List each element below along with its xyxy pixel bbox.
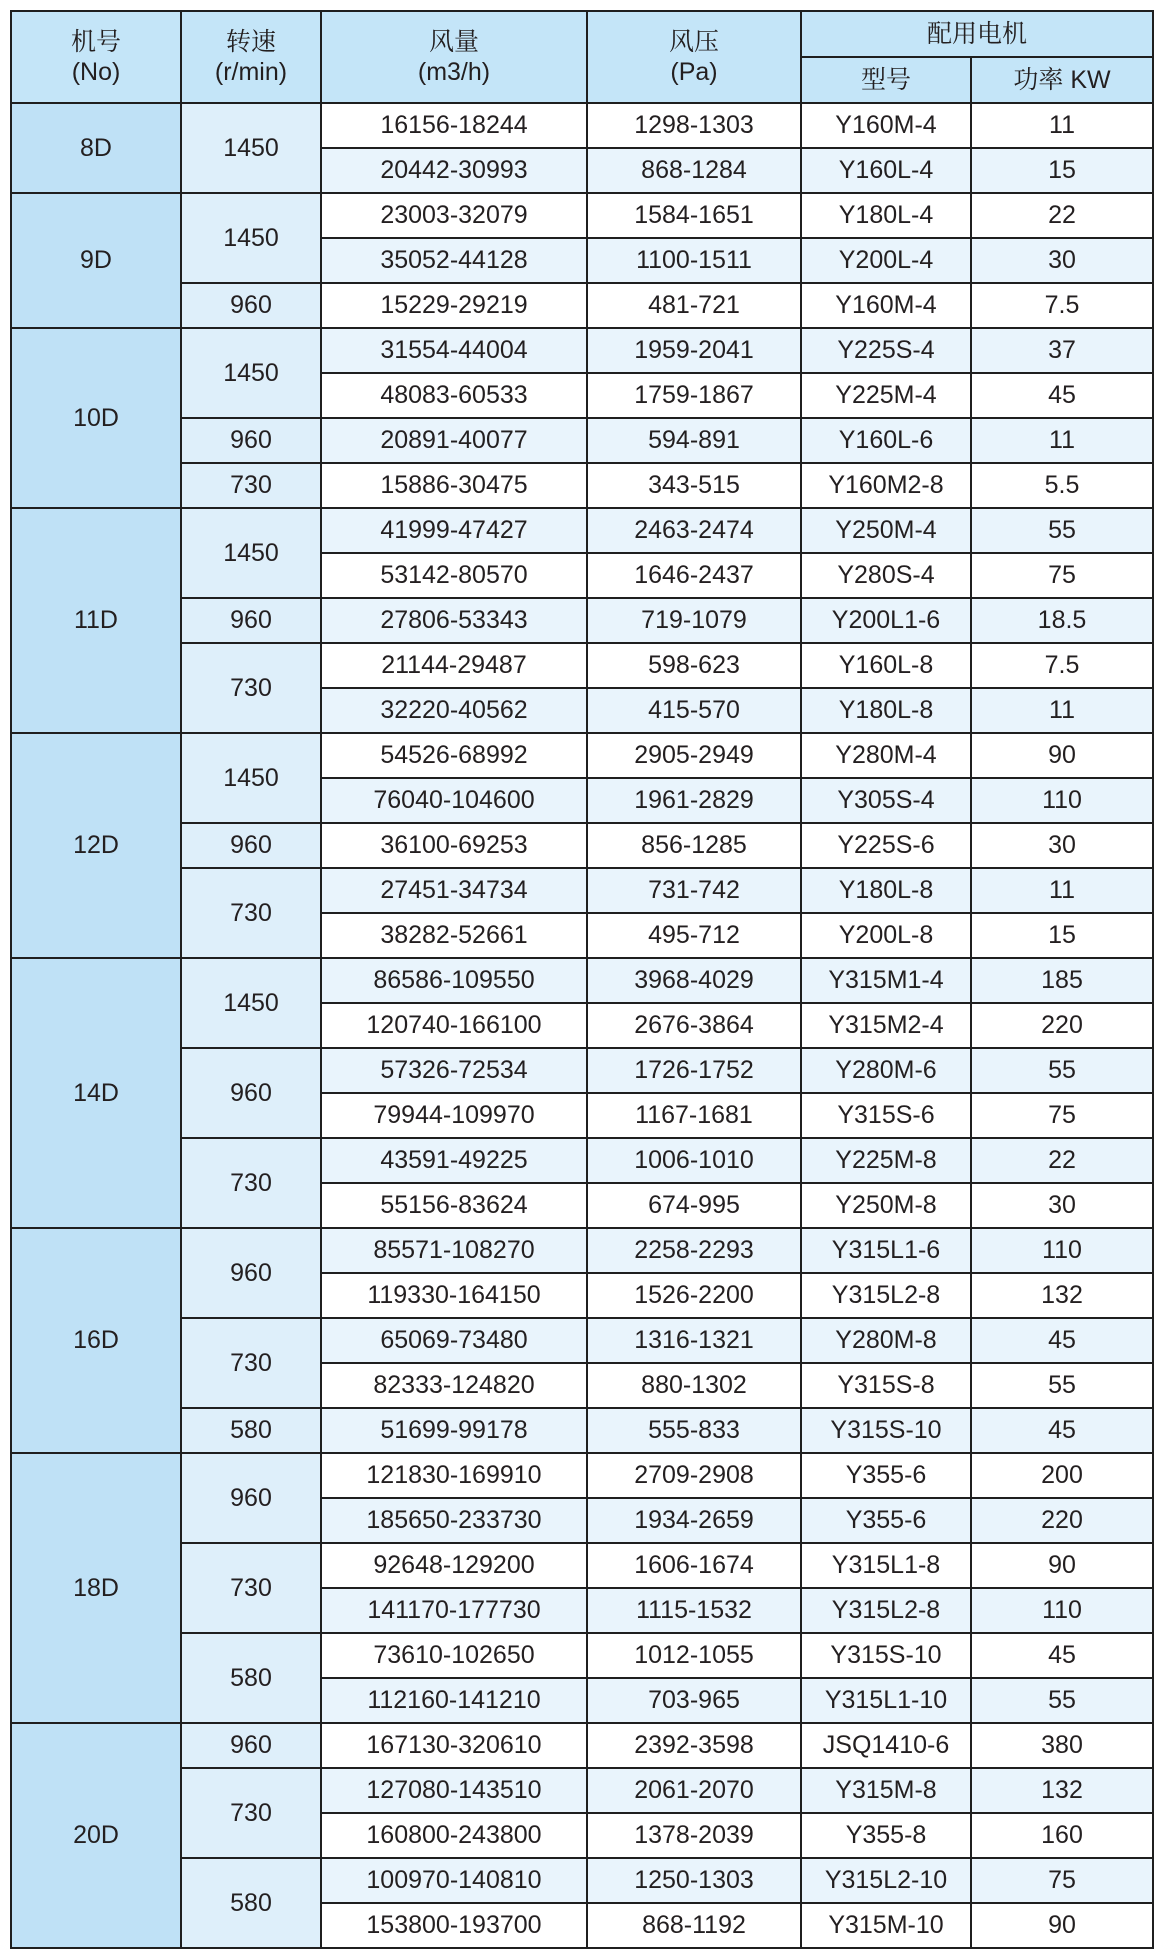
- motor-power-cell: 185: [971, 958, 1153, 1003]
- flow-cell: 86586-109550: [321, 958, 587, 1003]
- table-row: [11, 1048, 1153, 1093]
- speed-cell: 960: [181, 1453, 321, 1543]
- motor-type-cell: Y180L-8: [801, 868, 971, 913]
- flow-cell: 65069-73480: [321, 1318, 587, 1363]
- motor-type-cell: Y160M2-8: [801, 463, 971, 508]
- motor-power-cell: 75: [971, 553, 1153, 598]
- flow-cell: 119330-164150: [321, 1273, 587, 1318]
- table-row: [11, 328, 1153, 373]
- motor-power-cell: 7.5: [971, 283, 1153, 328]
- motor-power-cell: 45: [971, 1408, 1153, 1453]
- motor-type-cell: Y315M1-4: [801, 958, 971, 1003]
- pressure-cell: 1115-1532: [587, 1588, 801, 1633]
- model-cell: 8D: [11, 103, 181, 193]
- motor-power-cell: 75: [971, 1093, 1153, 1138]
- motor-power-cell: 75: [971, 1858, 1153, 1903]
- flow-cell: 73610-102650: [321, 1633, 587, 1678]
- table-row: [11, 1453, 1153, 1498]
- pressure-cell: 415-570: [587, 688, 801, 733]
- table-row: [11, 823, 1153, 868]
- motor-power-cell: 30: [971, 238, 1153, 283]
- model-cell: 18D: [11, 1453, 181, 1723]
- speed-cell: 1450: [181, 958, 321, 1048]
- motor-type-cell: Y200L1-6: [801, 598, 971, 643]
- table-row: [11, 1408, 1153, 1453]
- model-cell: 12D: [11, 733, 181, 958]
- motor-type-cell: Y315M-8: [801, 1768, 971, 1813]
- pressure-column-header: [587, 11, 801, 103]
- flow-cell: 121830-169910: [321, 1453, 587, 1498]
- table-row: [11, 643, 1153, 688]
- motor-power-cell: 22: [971, 1138, 1153, 1183]
- table-row: [11, 598, 1153, 643]
- pressure-cell: 856-1285: [587, 823, 801, 868]
- flow-cell: 21144-29487: [321, 643, 587, 688]
- flow-cell: 120740-166100: [321, 1003, 587, 1048]
- motor-type-cell: Y160M-4: [801, 103, 971, 148]
- pressure-cell: 719-1079: [587, 598, 801, 643]
- flow-cell: 100970-140810: [321, 1858, 587, 1903]
- motor-power-cell: 220: [971, 1003, 1153, 1048]
- flow-cell: 54526-68992: [321, 733, 587, 778]
- pressure-cell: 1961-2829: [587, 778, 801, 823]
- flow-cell: 55156-83624: [321, 1183, 587, 1228]
- motor-type-cell: Y315L1-6: [801, 1228, 971, 1273]
- model-cell: 20D: [11, 1723, 181, 1948]
- table-row: [11, 193, 1153, 238]
- speed-cell: 960: [181, 1048, 321, 1138]
- motor-power-cell: 55: [971, 1048, 1153, 1093]
- motor-type-cell: Y315L2-8: [801, 1588, 971, 1633]
- pressure-cell: 1012-1055: [587, 1633, 801, 1678]
- pressure-cell: 1250-1303: [587, 1858, 801, 1903]
- pressure-cell: 1316-1321: [587, 1318, 801, 1363]
- flow-cell: 15886-30475: [321, 463, 587, 508]
- motor-power-cell: 45: [971, 373, 1153, 418]
- motor-type-cell: Y225M-4: [801, 373, 971, 418]
- motor-power-cell: 55: [971, 508, 1153, 553]
- motor-type-cell: JSQ1410-6: [801, 1723, 971, 1768]
- flow-cell: 153800-193700: [321, 1903, 587, 1948]
- table-row: [11, 1543, 1153, 1588]
- pressure-cell: 1959-2041: [587, 328, 801, 373]
- speed-cell: 730: [181, 1768, 321, 1858]
- speed-cell: 960: [181, 598, 321, 643]
- flow-label: 风量: [428, 28, 479, 56]
- motor-type-cell: Y280S-4: [801, 553, 971, 598]
- flow-cell: 57326-72534: [321, 1048, 587, 1093]
- table-row: [11, 1138, 1153, 1183]
- motor-type-cell: Y200L-8: [801, 913, 971, 958]
- table-row: [11, 1318, 1153, 1363]
- pressure-cell: 1934-2659: [587, 1498, 801, 1543]
- table-row: [11, 463, 1153, 508]
- motor-type-cell: Y305S-4: [801, 778, 971, 823]
- table-row: [11, 103, 1153, 148]
- flow-cell: 41999-47427: [321, 508, 587, 553]
- motor-power-cell: 220: [971, 1498, 1153, 1543]
- speed-cell: 730: [181, 463, 321, 508]
- motor-power-cell: 18.5: [971, 598, 1153, 643]
- speed-cell: 730: [181, 868, 321, 958]
- table-header: [11, 11, 1153, 103]
- table-row: [11, 508, 1153, 553]
- flow-cell: 20891-40077: [321, 418, 587, 463]
- speed-cell: 1450: [181, 103, 321, 193]
- motor-type-cell: Y200L-4: [801, 238, 971, 283]
- motor-type-cell: Y280M-4: [801, 733, 971, 778]
- speed-column-header: [181, 11, 321, 103]
- motor-type-cell: Y225M-8: [801, 1138, 971, 1183]
- flow-cell: 38282-52661: [321, 913, 587, 958]
- speed-cell: 1450: [181, 193, 321, 283]
- motor-power-cell: 55: [971, 1678, 1153, 1723]
- flow-cell: 32220-40562: [321, 688, 587, 733]
- motor-type-cell: Y315S-10: [801, 1633, 971, 1678]
- motor-type-cell: Y160L-6: [801, 418, 971, 463]
- speed-cell: 580: [181, 1858, 321, 1948]
- motor-power-cell: 11: [971, 688, 1153, 733]
- speed-cell: 580: [181, 1633, 321, 1723]
- pressure-cell: 598-623: [587, 643, 801, 688]
- motor-type-cell: Y355-6: [801, 1453, 971, 1498]
- motor-type-cell: Y225S-4: [801, 328, 971, 373]
- motor-power-cell: 37: [971, 328, 1153, 373]
- motor-type-cell: Y160M-4: [801, 283, 971, 328]
- speed-label: 转速: [225, 28, 276, 56]
- motor-power-cell: 380: [971, 1723, 1153, 1768]
- pressure-cell: 2676-3864: [587, 1003, 801, 1048]
- table-row: [11, 1633, 1153, 1678]
- pressure-cell: 880-1302: [587, 1363, 801, 1408]
- motor-power-header: 功率 KW: [971, 57, 1153, 103]
- motor-power-cell: 15: [971, 148, 1153, 193]
- flow-cell: 127080-143510: [321, 1768, 587, 1813]
- flow-cell: 76040-104600: [321, 778, 587, 823]
- speed-cell: 960: [181, 1228, 321, 1318]
- model-cell: 14D: [11, 958, 181, 1228]
- motor-power-cell: 132: [971, 1768, 1153, 1813]
- motor-type-cell: Y315M-10: [801, 1903, 971, 1948]
- motor-power-cell: 200: [971, 1453, 1153, 1498]
- motor-power-cell: 45: [971, 1633, 1153, 1678]
- flow-cell: 85571-108270: [321, 1228, 587, 1273]
- motor-power-cell: 11: [971, 418, 1153, 463]
- pressure-cell: 868-1192: [587, 1903, 801, 1948]
- motor-power-cell: 45: [971, 1318, 1153, 1363]
- motor-type-cell: Y315L1-10: [801, 1678, 971, 1723]
- pressure-cell: 343-515: [587, 463, 801, 508]
- speed-unit: (r/min): [214, 58, 288, 86]
- motor-type-cell: Y315M2-4: [801, 1003, 971, 1048]
- pressure-cell: 868-1284: [587, 148, 801, 193]
- motor-type-cell: Y355-8: [801, 1813, 971, 1858]
- speed-cell: 960: [181, 1723, 321, 1768]
- speed-cell: 730: [181, 1543, 321, 1633]
- motor-type-cell: Y250M-4: [801, 508, 971, 553]
- motor-power-cell: 132: [971, 1273, 1153, 1318]
- pressure-cell: 1606-1674: [587, 1543, 801, 1588]
- speed-cell: 580: [181, 1408, 321, 1453]
- motor-type-cell: Y250M-8: [801, 1183, 971, 1228]
- motor-power-cell: 15: [971, 913, 1153, 958]
- motor-power-cell: 110: [971, 1228, 1153, 1273]
- motor-power-cell: 11: [971, 868, 1153, 913]
- pressure-cell: 2061-2070: [587, 1768, 801, 1813]
- flow-cell: 16156-18244: [321, 103, 587, 148]
- pressure-unit: (Pa): [670, 58, 718, 86]
- pressure-cell: 1378-2039: [587, 1813, 801, 1858]
- pressure-cell: 1584-1651: [587, 193, 801, 238]
- pressure-cell: 594-891: [587, 418, 801, 463]
- table-row: [11, 868, 1153, 913]
- flow-unit: (m3/h): [417, 58, 491, 86]
- flow-cell: 79944-109970: [321, 1093, 587, 1138]
- motor-power-cell: 110: [971, 1588, 1153, 1633]
- pressure-cell: 1298-1303: [587, 103, 801, 148]
- model-label: 机号: [70, 28, 121, 56]
- table-row: [11, 1768, 1153, 1813]
- pressure-cell: 2258-2293: [587, 1228, 801, 1273]
- motor-type-cell: Y280M-6: [801, 1048, 971, 1093]
- motor-power-cell: 110: [971, 778, 1153, 823]
- pressure-cell: 495-712: [587, 913, 801, 958]
- motor-type-cell: Y315L2-8: [801, 1273, 971, 1318]
- motor-type-cell: Y160L-4: [801, 148, 971, 193]
- speed-cell: 1450: [181, 328, 321, 418]
- speed-cell: 1450: [181, 733, 321, 823]
- motor-type-cell: Y180L-8: [801, 688, 971, 733]
- pressure-cell: 1100-1511: [587, 238, 801, 283]
- flow-cell: 15229-29219: [321, 283, 587, 328]
- flow-cell: 53142-80570: [321, 553, 587, 598]
- table-row: [11, 418, 1153, 463]
- fan-spec-table: [10, 10, 1154, 1949]
- motor-type-cell: Y315S-8: [801, 1363, 971, 1408]
- pressure-cell: 1759-1867: [587, 373, 801, 418]
- pressure-cell: 481-721: [587, 283, 801, 328]
- motor-type-cell: Y180L-4: [801, 193, 971, 238]
- flow-cell: 27451-34734: [321, 868, 587, 913]
- pressure-cell: 1646-2437: [587, 553, 801, 598]
- flow-cell: 160800-243800: [321, 1813, 587, 1858]
- speed-cell: 960: [181, 823, 321, 868]
- motor-type-header: 型号: [801, 57, 971, 103]
- flow-cell: 92648-129200: [321, 1543, 587, 1588]
- flow-cell: 51699-99178: [321, 1408, 587, 1453]
- motor-type-cell: Y315L2-10: [801, 1858, 971, 1903]
- flow-cell: 35052-44128: [321, 238, 587, 283]
- motor-power-cell: 90: [971, 1903, 1153, 1948]
- model-cell: 9D: [11, 193, 181, 328]
- motor-type-cell: Y160L-8: [801, 643, 971, 688]
- speed-cell: 960: [181, 283, 321, 328]
- pressure-cell: 1726-1752: [587, 1048, 801, 1093]
- table-row: [11, 1228, 1153, 1273]
- motor-type-cell: Y315L1-8: [801, 1543, 971, 1588]
- pressure-cell: 2463-2474: [587, 508, 801, 553]
- table-row: [11, 283, 1153, 328]
- motor-power-cell: 5.5: [971, 463, 1153, 508]
- table-row: [11, 1723, 1153, 1768]
- motor-type-cell: Y225S-6: [801, 823, 971, 868]
- model-unit: (No): [71, 58, 121, 86]
- motor-power-cell: 160: [971, 1813, 1153, 1858]
- flow-cell: 43591-49225: [321, 1138, 587, 1183]
- motor-type-cell: Y315S-10: [801, 1408, 971, 1453]
- table-body: [11, 103, 1153, 1948]
- flow-cell: 20442-30993: [321, 148, 587, 193]
- speed-cell: 730: [181, 1318, 321, 1408]
- flow-cell: 167130-320610: [321, 1723, 587, 1768]
- flow-cell: 23003-32079: [321, 193, 587, 238]
- model-cell: 10D: [11, 328, 181, 508]
- speed-cell: 1450: [181, 508, 321, 598]
- table-row: [11, 733, 1153, 778]
- motor-power-cell: 90: [971, 1543, 1153, 1588]
- pressure-cell: 2905-2949: [587, 733, 801, 778]
- flow-cell: 27806-53343: [321, 598, 587, 643]
- flow-column-header: [321, 11, 587, 103]
- motor-power-cell: 30: [971, 1183, 1153, 1228]
- flow-cell: 48083-60533: [321, 373, 587, 418]
- pressure-cell: 2392-3598: [587, 1723, 801, 1768]
- speed-cell: 960: [181, 418, 321, 463]
- motor-power-cell: 11: [971, 103, 1153, 148]
- pressure-label: 风压: [668, 28, 719, 56]
- flow-cell: 141170-177730: [321, 1588, 587, 1633]
- pressure-cell: 2709-2908: [587, 1453, 801, 1498]
- pressure-cell: 731-742: [587, 868, 801, 913]
- flow-cell: 112160-141210: [321, 1678, 587, 1723]
- flow-cell: 82333-124820: [321, 1363, 587, 1408]
- pressure-cell: 555-833: [587, 1408, 801, 1453]
- flow-cell: 185650-233730: [321, 1498, 587, 1543]
- pressure-cell: 674-995: [587, 1183, 801, 1228]
- motor-power-cell: 30: [971, 823, 1153, 868]
- motor-type-cell: Y315S-6: [801, 1093, 971, 1138]
- speed-cell: 730: [181, 643, 321, 733]
- motor-power-cell: 22: [971, 193, 1153, 238]
- motor-power-cell: 55: [971, 1363, 1153, 1408]
- pressure-cell: 1006-1010: [587, 1138, 801, 1183]
- pressure-cell: 3968-4029: [587, 958, 801, 1003]
- pressure-cell: 1526-2200: [587, 1273, 801, 1318]
- motor-power-cell: 90: [971, 733, 1153, 778]
- pressure-cell: 703-965: [587, 1678, 801, 1723]
- flow-cell: 36100-69253: [321, 823, 587, 868]
- motor-power-cell: 7.5: [971, 643, 1153, 688]
- motor-type-cell: Y280M-8: [801, 1318, 971, 1363]
- flow-cell: 31554-44004: [321, 328, 587, 373]
- model-cell: 11D: [11, 508, 181, 733]
- model-column-header: [11, 11, 181, 103]
- fan-spec-sheet: [10, 10, 1152, 1949]
- model-cell: 16D: [11, 1228, 181, 1453]
- table-row: [11, 958, 1153, 1003]
- motor-type-cell: Y355-6: [801, 1498, 971, 1543]
- speed-cell: 730: [181, 1138, 321, 1228]
- table-row: [11, 1858, 1153, 1903]
- motor-column-header: 配用电机: [801, 11, 1153, 57]
- pressure-cell: 1167-1681: [587, 1093, 801, 1138]
